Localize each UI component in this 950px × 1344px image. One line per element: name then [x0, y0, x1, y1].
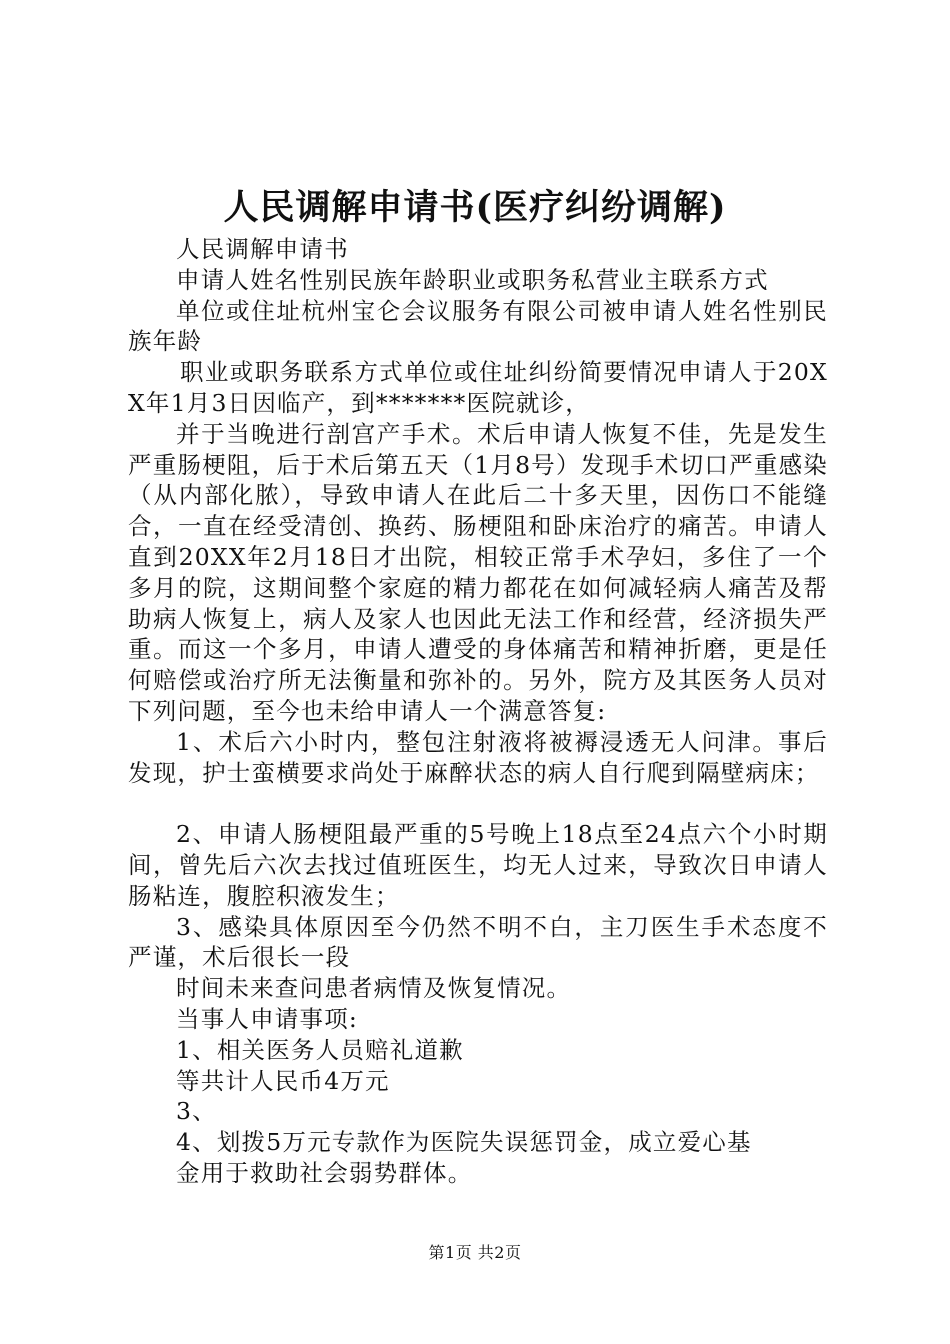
paragraph: 当事人申请事项:	[176, 1004, 359, 1033]
paragraph: 2、申请人肠梗阻最严重的5号晚上18点至24点六个小时期间，曾先后六次去找过值班医生，均无人过来，导致次日申请人肠粘连，腹腔积液发生；	[128, 820, 828, 910]
paragraph: 单位或住址杭州宝仑会议服务有限公司被申请人姓名性别民族年龄	[128, 296, 828, 356]
paragraph: 时间未来查问患者病情及恢复情况。	[176, 974, 572, 1003]
page-number-footer: 第1页 共2页	[428, 1243, 522, 1262]
document-title: 人民调解申请书(医疗纠纷调解)	[223, 187, 727, 228]
paragraph: 4、划拨5万元专款作为医院失误惩罚金，成立爱心基	[176, 1128, 752, 1157]
document-body	[128, 234, 828, 1189]
blank-line	[128, 788, 828, 819]
paragraph: 等共计人民币4万元	[176, 1066, 390, 1095]
paragraph: 金用于救助社会弱势群体。	[176, 1158, 473, 1187]
paragraph: 人民调解申请书	[176, 235, 349, 263]
paragraph: 申请人姓名性别民族年龄职业或职务私营业主联系方式	[176, 265, 769, 294]
paragraph: 3、	[176, 1097, 217, 1126]
paragraph: 1、术后六小时内，整包注射液将被褥浸透无人问津。事后发现，护士蛮横要求尚处于麻醉状态的病人自行爬到隔壁病床；	[128, 727, 828, 787]
paragraph: 1、相关医务人员赔礼道歉	[176, 1035, 464, 1064]
paragraph: 并于当晚进行剖宫产手术。术后申请人恢复不佳，先是发生严重肠梗阻，后于术后第五天（1月8号）发现手术切口严重感染（从内部化脓），导致申请人在此后二十多天里，因伤口不能缝合，一直在经受清创、换药、肠梗阻和卧床治疗的痛苦。申请人直到20XX年2月18日才出院，相较正常手术孕妇，多住了一个多月的院，这期间整个家庭的精力都花在如何减轻病人痛苦及帮助病人恢复上，病人及家人也因此无法工作和经营，经济损失严重。而这一个多月，申请人遭受的身体痛苦和精神折磨，更是任何赔偿或治疗所无法衡量和弥补的。另外，院方及其医务人员对下列问题，至今也未给申请人一个满意答复:	[128, 419, 828, 725]
paragraph: 职业或职务联系方式单位或住址纠纷简要情况申请人于20XX年1月3日因临产，到*******医院就诊，	[128, 358, 828, 417]
paragraph: 3、感染具体原因至今仍然不明不白，主刀医生手术态度不严谨，术后很长一段	[128, 912, 828, 972]
